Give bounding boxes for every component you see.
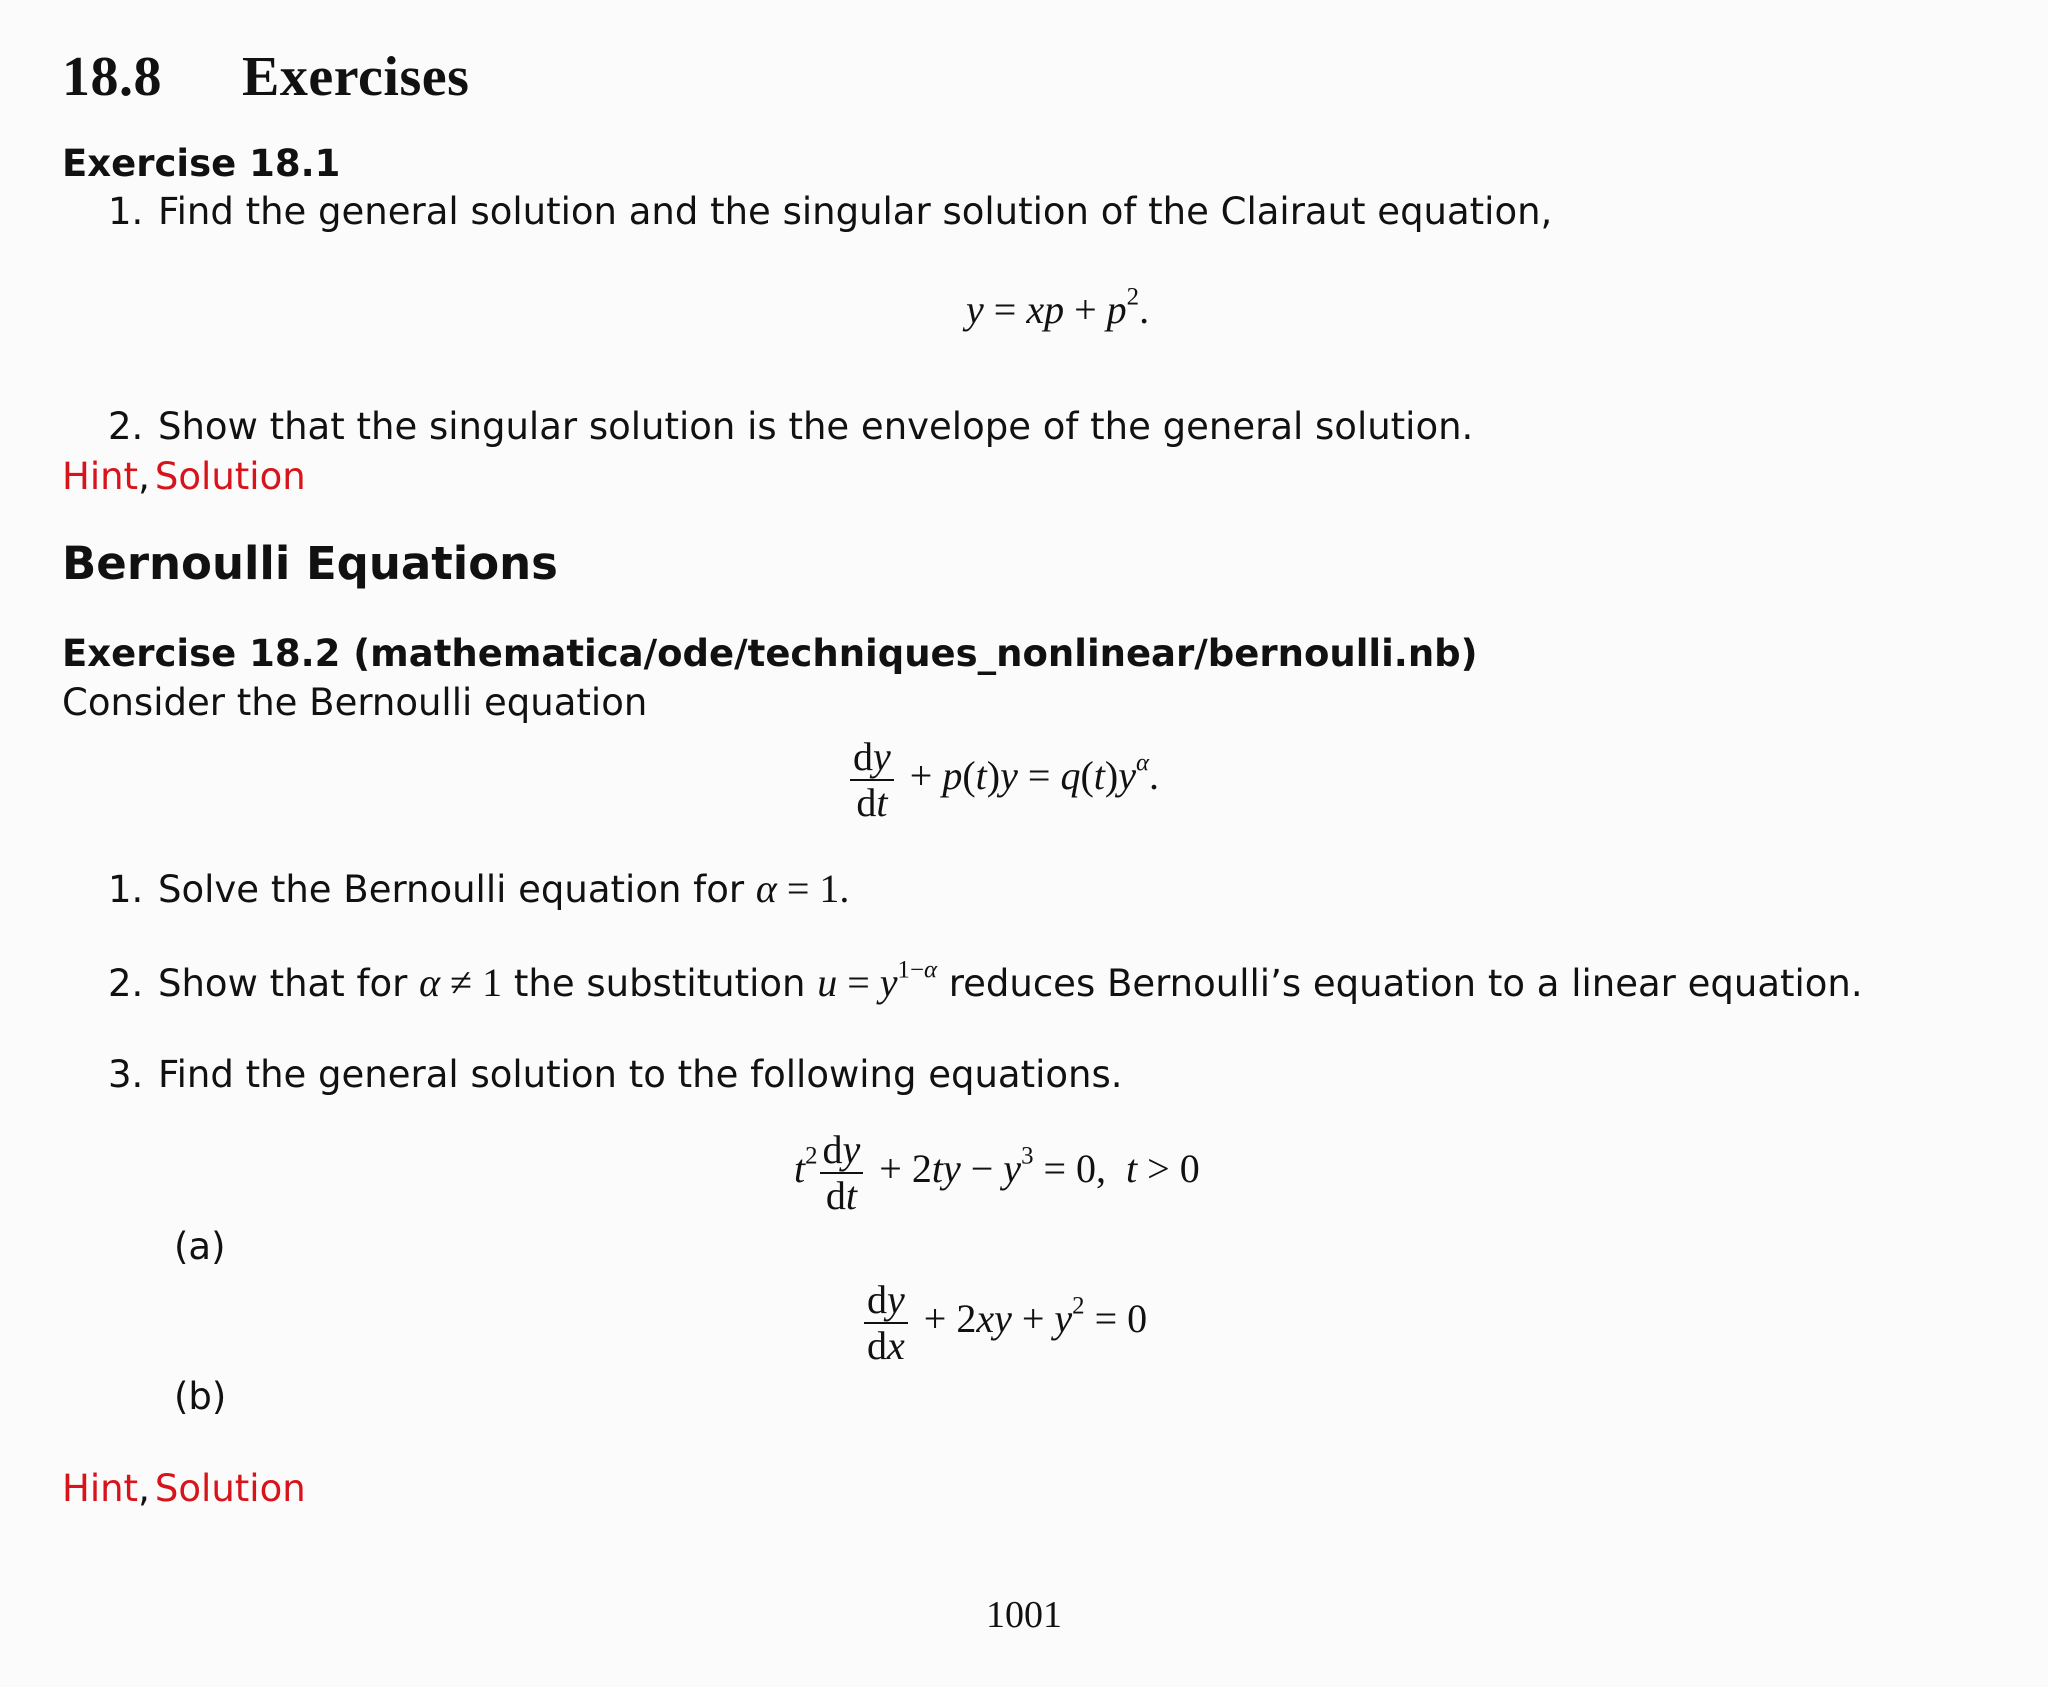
label-b: (b) bbox=[174, 1375, 227, 1418]
page-number: 1001 bbox=[986, 1594, 1062, 1636]
exercise-18-2-item-2 bbox=[108, 956, 1863, 1006]
link-separator: , bbox=[138, 1467, 150, 1510]
exercise-18-2-heading: Exercise 18.2 (mathematica/ode/techniques_nonlinear/bernoulli.nb) bbox=[62, 632, 1478, 675]
inline-math: $u = y^{1-\alpha}$ bbox=[817, 956, 937, 1005]
link-separator: , bbox=[138, 455, 150, 498]
exercise-18-2-intro: Consider the Bernoulli equation bbox=[62, 681, 648, 724]
solution-link[interactable]: Solution bbox=[154, 455, 306, 498]
exercise-18-2-links bbox=[62, 1467, 306, 1510]
hint-link[interactable]: Hint bbox=[62, 1467, 139, 1510]
exercise-18-1-item-2 bbox=[108, 405, 1473, 448]
exercise-18-1-item-1 bbox=[108, 190, 1552, 233]
section-heading bbox=[62, 45, 469, 109]
item-number: 1. bbox=[108, 190, 144, 233]
label-a: (a) bbox=[174, 1225, 226, 1268]
section-title: Exercises bbox=[242, 46, 470, 108]
exercise-18-1-links bbox=[62, 455, 306, 498]
inline-math: α = 1. bbox=[755, 866, 850, 911]
equation-a: $t^2$ $\frac{dy}{dt}$ + $2ty - y^3 = 0$, t > 0 bbox=[794, 1127, 1200, 1218]
item-number: 2. bbox=[108, 405, 144, 448]
item-text: Find the general solution to the following equations. bbox=[158, 1053, 1123, 1096]
item-text: reduces Bernoulli’s equation to a linear equation. bbox=[948, 962, 1863, 1005]
item-text: Show that the singular solution is the envelope of the general solution. bbox=[158, 405, 1474, 448]
subsection-heading: Bernoulli Equations bbox=[62, 537, 558, 590]
item-number: 2. bbox=[108, 962, 144, 1005]
bernoulli-equation: $\frac{dy}{dt}$ + $p(t)y = q(t)y^\alpha$. bbox=[848, 735, 1159, 825]
item-number: 1. bbox=[108, 868, 144, 911]
item-text: the substitution bbox=[513, 962, 806, 1005]
item-number: 3. bbox=[108, 1053, 144, 1096]
equation-b: $\frac{dy}{dx}$ + $2xy + y^2 = 0$ bbox=[862, 1278, 1147, 1368]
item-text: Show that for bbox=[158, 962, 408, 1005]
clairaut-equation: y = xp + $p^2$. bbox=[966, 283, 1150, 332]
item-text: Solve the Bernoulli equation for bbox=[158, 868, 745, 911]
exercise-18-2-item-1 bbox=[108, 865, 849, 912]
hint-link[interactable]: Hint bbox=[62, 455, 139, 498]
item-text: Find the general solution and the singular solution of the Clairaut equation, bbox=[158, 190, 1553, 233]
exercise-18-2-item-3 bbox=[108, 1053, 1123, 1096]
section-number: 18.8 bbox=[62, 46, 162, 108]
solution-link[interactable]: Solution bbox=[154, 1467, 306, 1510]
exercise-18-1-heading: Exercise 18.1 bbox=[62, 142, 341, 185]
inline-math: α ≠ 1 bbox=[419, 960, 503, 1005]
